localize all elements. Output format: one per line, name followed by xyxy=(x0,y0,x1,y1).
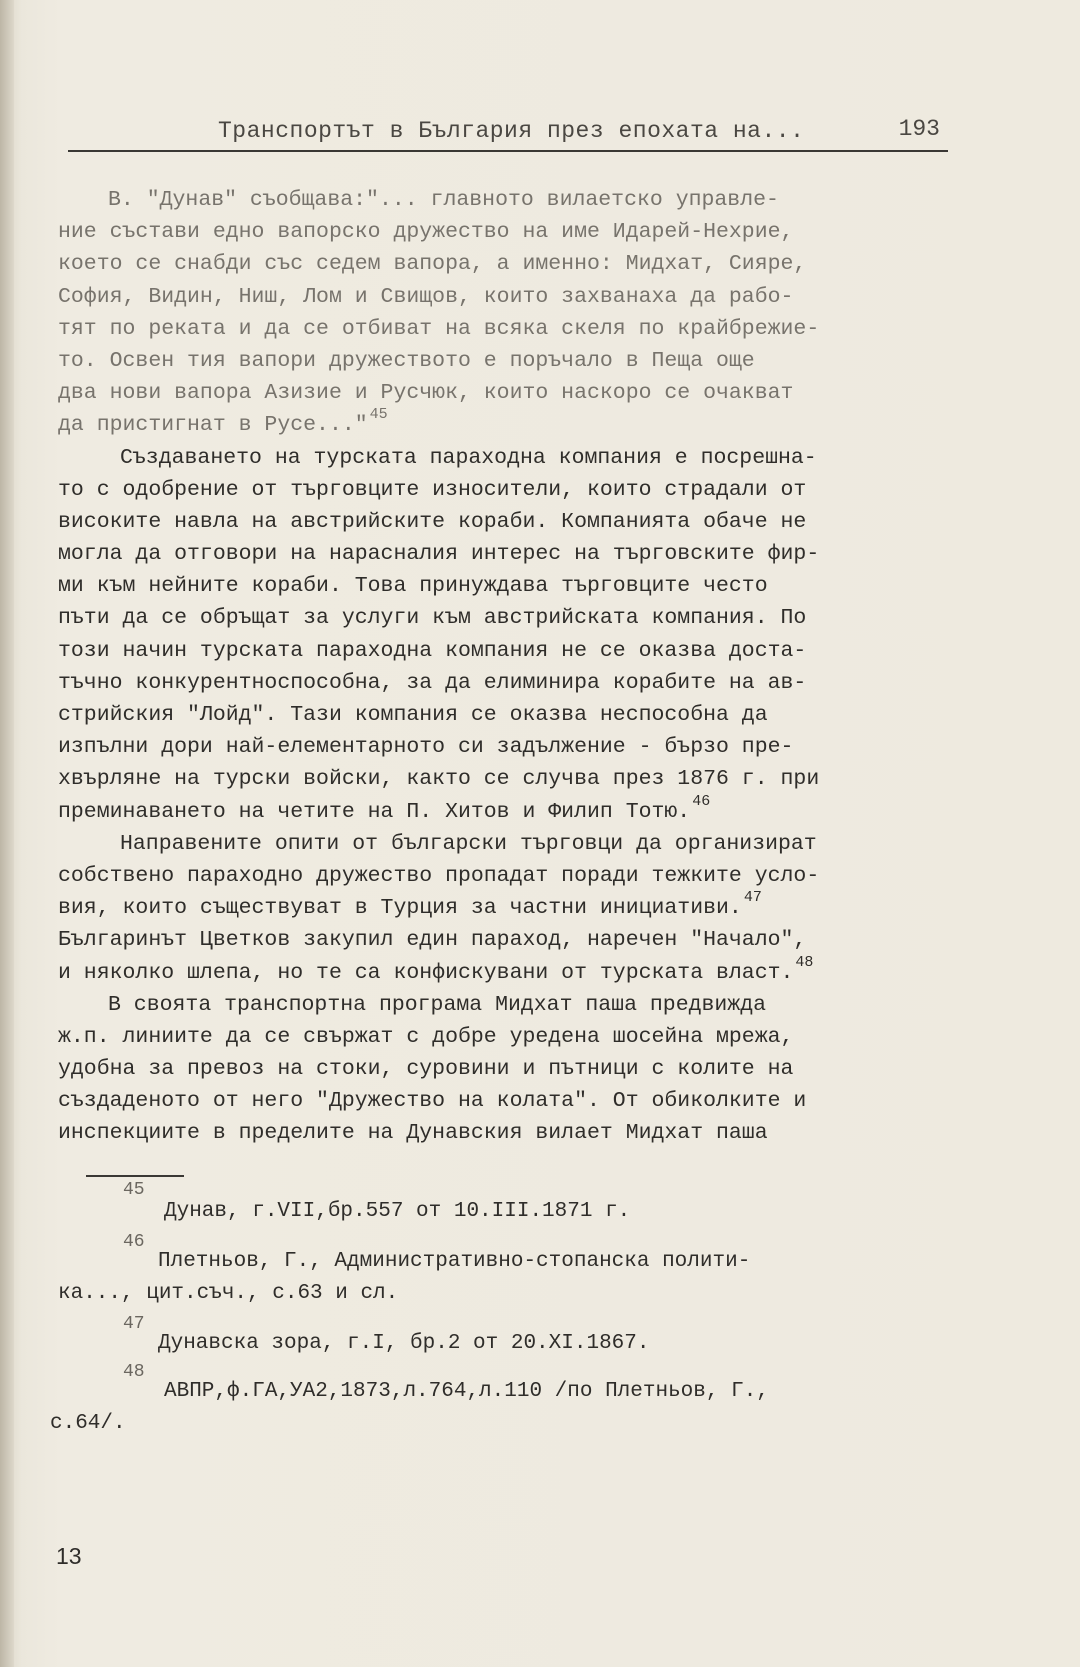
text-line: тъчно конкурентноспособна, за да елиминира корабите на ав- xyxy=(58,670,807,695)
running-title: Транспортът в България през епохата на... xyxy=(218,118,805,144)
footnote-46-text: Плетньов, Г., Административно-стопанска полити- xyxy=(158,1250,751,1273)
text-line: удобна за превоз на стоки, суровини и пътници с колите на xyxy=(58,1057,794,1082)
signature-mark: 13 xyxy=(56,1543,82,1569)
footnote-number-46: 46 xyxy=(123,1232,145,1252)
text-line: ми към нейните кораби. Това принуждава търговците често xyxy=(58,574,768,599)
page-number: 193 xyxy=(898,116,940,142)
text-line: преминаването на четите на П. Хитов и Филип Тотю. 46 xyxy=(58,796,950,828)
text-line: и няколко шлепа, но те са конфискувани от турската власт. 48 xyxy=(58,957,950,989)
text-line: собствено параходно дружество пропадат поради тежките усло- xyxy=(58,863,820,888)
text-line: което се снабди със седем вапора, а именно: Мидхат, Сияре, xyxy=(58,252,807,277)
text-line: стрийския "Лойд". Тази компания се оказва неспособна да xyxy=(58,703,768,727)
text-line: изпълни дори най-елементарното си задължение - бързо пре- xyxy=(58,735,794,760)
running-head xyxy=(68,116,948,152)
footnote-48-line-2: с.64/. xyxy=(50,1412,126,1435)
body-text xyxy=(58,184,950,1150)
text-line: инспекциите в пределите на Дунавския вилает Мидхат паша xyxy=(58,1121,768,1146)
footnote-48-line-1: АВПР,ф.ГА,УА2,1873,л.764,л.110 /по Плетньов, Г., xyxy=(164,1380,769,1403)
text-line: Българинът Цветков закупил един параход, наречен "Начало", xyxy=(58,928,807,953)
text-line: вия, които съществуват в Турция за частни инициативи. 47 xyxy=(58,892,950,924)
text-line: високите навла на австрийските кораби. Компанията обаче не xyxy=(58,509,807,534)
text-line: ж.п. линиите да се свържат с добре уредена шосейна мрежа, xyxy=(58,1024,794,1049)
text-line: този начин турската параходна компания не се оказва доста- xyxy=(58,638,807,663)
footnote-ref-47: 47 xyxy=(743,889,762,907)
text-line: В. "Дунав" съобщава:"... главното вилаетско управле- xyxy=(108,188,779,212)
footnote-46-line-2: ка..., цит.съч., с.63 и сл. xyxy=(58,1282,399,1305)
footnote-ref-48: 48 xyxy=(795,953,814,971)
footnote-number-45: 45 xyxy=(123,1180,145,1200)
text-line: то. Освен тия вапори дружеството е поръчало в Пеща още xyxy=(58,348,755,373)
footnote-47: Дунавска зора, г.I, бр.2 от 20.XI.1867. xyxy=(158,1332,650,1355)
text-line: могла да отговори на нарасналия интерес на търговските фир- xyxy=(58,542,820,567)
text-line: хвърляне на турски войски, както се случва през 1876 г. при xyxy=(58,767,820,792)
text-line: Направените опити от български търговци да организират xyxy=(120,831,817,856)
footnote-separator xyxy=(86,1175,184,1177)
text-line: пъти да се обръщат за услуги към австрийската компания. По xyxy=(58,606,807,631)
text-line: Създаването на турската параходна компания е посрешна- xyxy=(120,445,817,470)
text-line: В своята транспортна програма Мидхат паша предвижда xyxy=(108,992,767,1017)
footnote-45: Дунав, г.VII,бр.557 от 10.III.1871 г. xyxy=(164,1200,631,1223)
page-binding-shadow xyxy=(0,0,14,1667)
text-line: София, Видин, Ниш, Лом и Свищов, които захванаха да рабо- xyxy=(58,284,794,309)
footnote-number-47: 47 xyxy=(123,1314,145,1334)
text-line: то с одобрение от търговците износители, които страдали от xyxy=(58,477,807,502)
text-line: два нови вапора Азизие и Русчюк, които наскоро се очакват xyxy=(58,381,794,406)
footnote-number-48: 48 xyxy=(123,1362,145,1382)
text-line: ние състави едно вапорско дружество на име Идарей-Нехрие, xyxy=(58,220,794,245)
footnote-ref-45: 45 xyxy=(369,406,388,424)
footnote-ref-46: 46 xyxy=(692,792,711,810)
text-line: тят по реката и да се отбиват на всяка скеля по крайбрежие- xyxy=(58,316,820,341)
footnote-46-line-1 xyxy=(158,1250,918,1273)
text-line: създаденото от него "Дружество на колата". От обиколките и xyxy=(58,1089,807,1114)
text-line: да пристигнат в Русе..." 45 xyxy=(58,409,950,441)
